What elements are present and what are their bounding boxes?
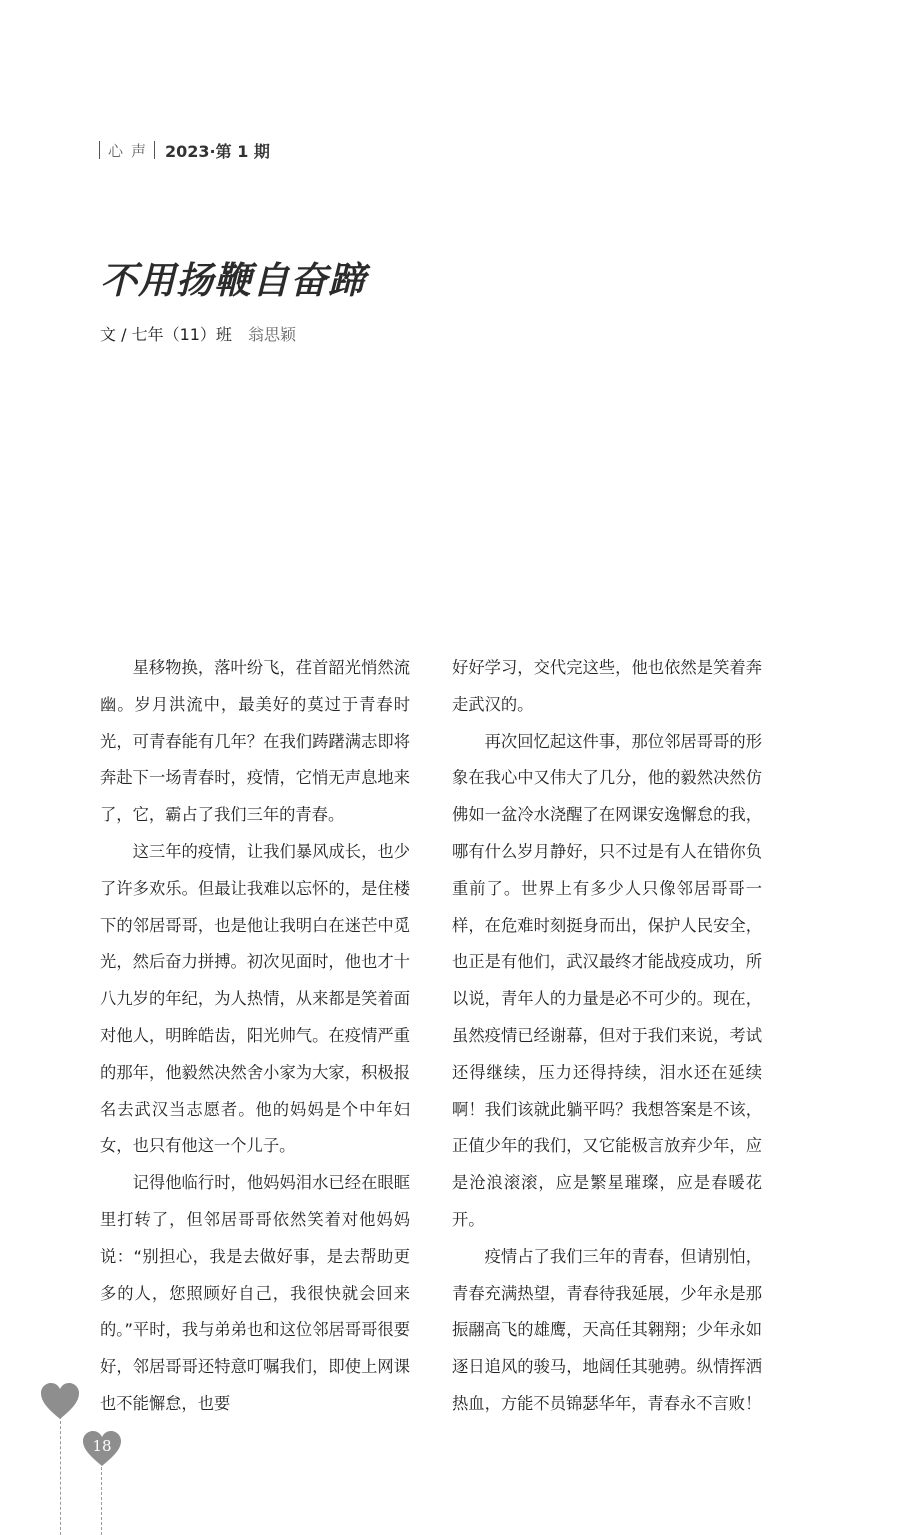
running-header bbox=[99, 138, 270, 162]
section-name: 心声 bbox=[108, 141, 155, 160]
paragraph: 记得他临行时，他妈妈泪水已经在眼眶里打转了，但邻居哥哥依然笑着对他妈妈说：“别担心，我是去做好事，是去帮助更多的人，您照顾好自己，我很快就会回来的。”平时，我与弟弟也和这位邻居哥哥很要好，邻居哥哥还特意叮嘱我们，即使上网课也不能懈怠，也要 bbox=[100, 1173, 410, 1413]
right-column bbox=[452, 650, 762, 1423]
byline-class: 文 / 七年（11）班 bbox=[100, 325, 232, 344]
paragraph: 星移物换，落叶纷飞，荏首韶光悄然流幽。岁月洪流中，最美好的莫过于青春时光，可青春能有几年？在我们踌躇满志即将奔赴下一场青春时，疫情，它悄无声息地来了，它，霸占了我们三年的青春。 bbox=[100, 658, 410, 825]
issue-label: 2023·第 1 期 bbox=[165, 141, 270, 161]
byline bbox=[100, 322, 296, 345]
article-title: 不用扬鞭自奋蹄 bbox=[100, 259, 366, 302]
byline-author: 翁思颖 bbox=[247, 325, 296, 344]
heart-string-small bbox=[101, 1462, 102, 1535]
page-number: 18 bbox=[92, 1437, 112, 1455]
paragraph: 好好学习，交代完这些，他也依然是笑着奔走武汉的。 bbox=[452, 658, 762, 714]
header-divider-left bbox=[99, 141, 100, 159]
paragraph: 这三年的疫情，让我们暴风成长，也少了许多欢乐。但最让我难以忘怀的，是住楼下的邻居哥哥，也是他让我明白在迷芒中觅光，然后奋力拼搏。初次见面时，他也才十八九岁的年纪，为人热情，从来都是笑着面对他人，明眸皓齿，阳光帅气。在疫情严重的那年，他毅然决然舍小家为大家，积极报名去武汉当志愿者。他的妈妈是个中年妇女，也只有他这一个儿子。 bbox=[100, 841, 410, 1156]
paragraph: 再次回忆起这件事，那位邻居哥哥的形象在我心中又伟大了几分，他的毅然决然仿佛如一盆冷水浇醒了在网课安逸懈怠的我，哪有什么岁月静好，只不过是有人在错你负重前了。世界上有多少人只像邻居哥哥一样，在危难时刻挺身而出，保护人民安全，也正是有他们，武汉最终才能战疫成功，所以说，青年人的力量是必不可少的。现在，虽然疫情已经谢幕，但对于我们来说，考试还得继续，压力还得持续，泪水还在延续啊！我们该就此躺平吗？我想答案是不该，正值少年的我们，又它能极言放弃少年，应是沧浪滚滚，应是繁星璀璨，应是春暖花开。 bbox=[452, 731, 762, 1229]
heart-string-large bbox=[60, 1416, 61, 1535]
header-divider-right bbox=[154, 141, 155, 159]
paragraph: 疫情占了我们三年的青春，但请别怕，青春充满热望，青春待我延展，少年永是那振翮高飞的雄鹰，天高任其翱翔；少年永如逐日追风的骏马，地阔任其驰骋。纵情挥洒热血，方能不员锦瑟华年，青春永不言败！ bbox=[452, 1246, 762, 1413]
heart-icon-large bbox=[40, 1382, 80, 1422]
left-column bbox=[100, 650, 410, 1423]
